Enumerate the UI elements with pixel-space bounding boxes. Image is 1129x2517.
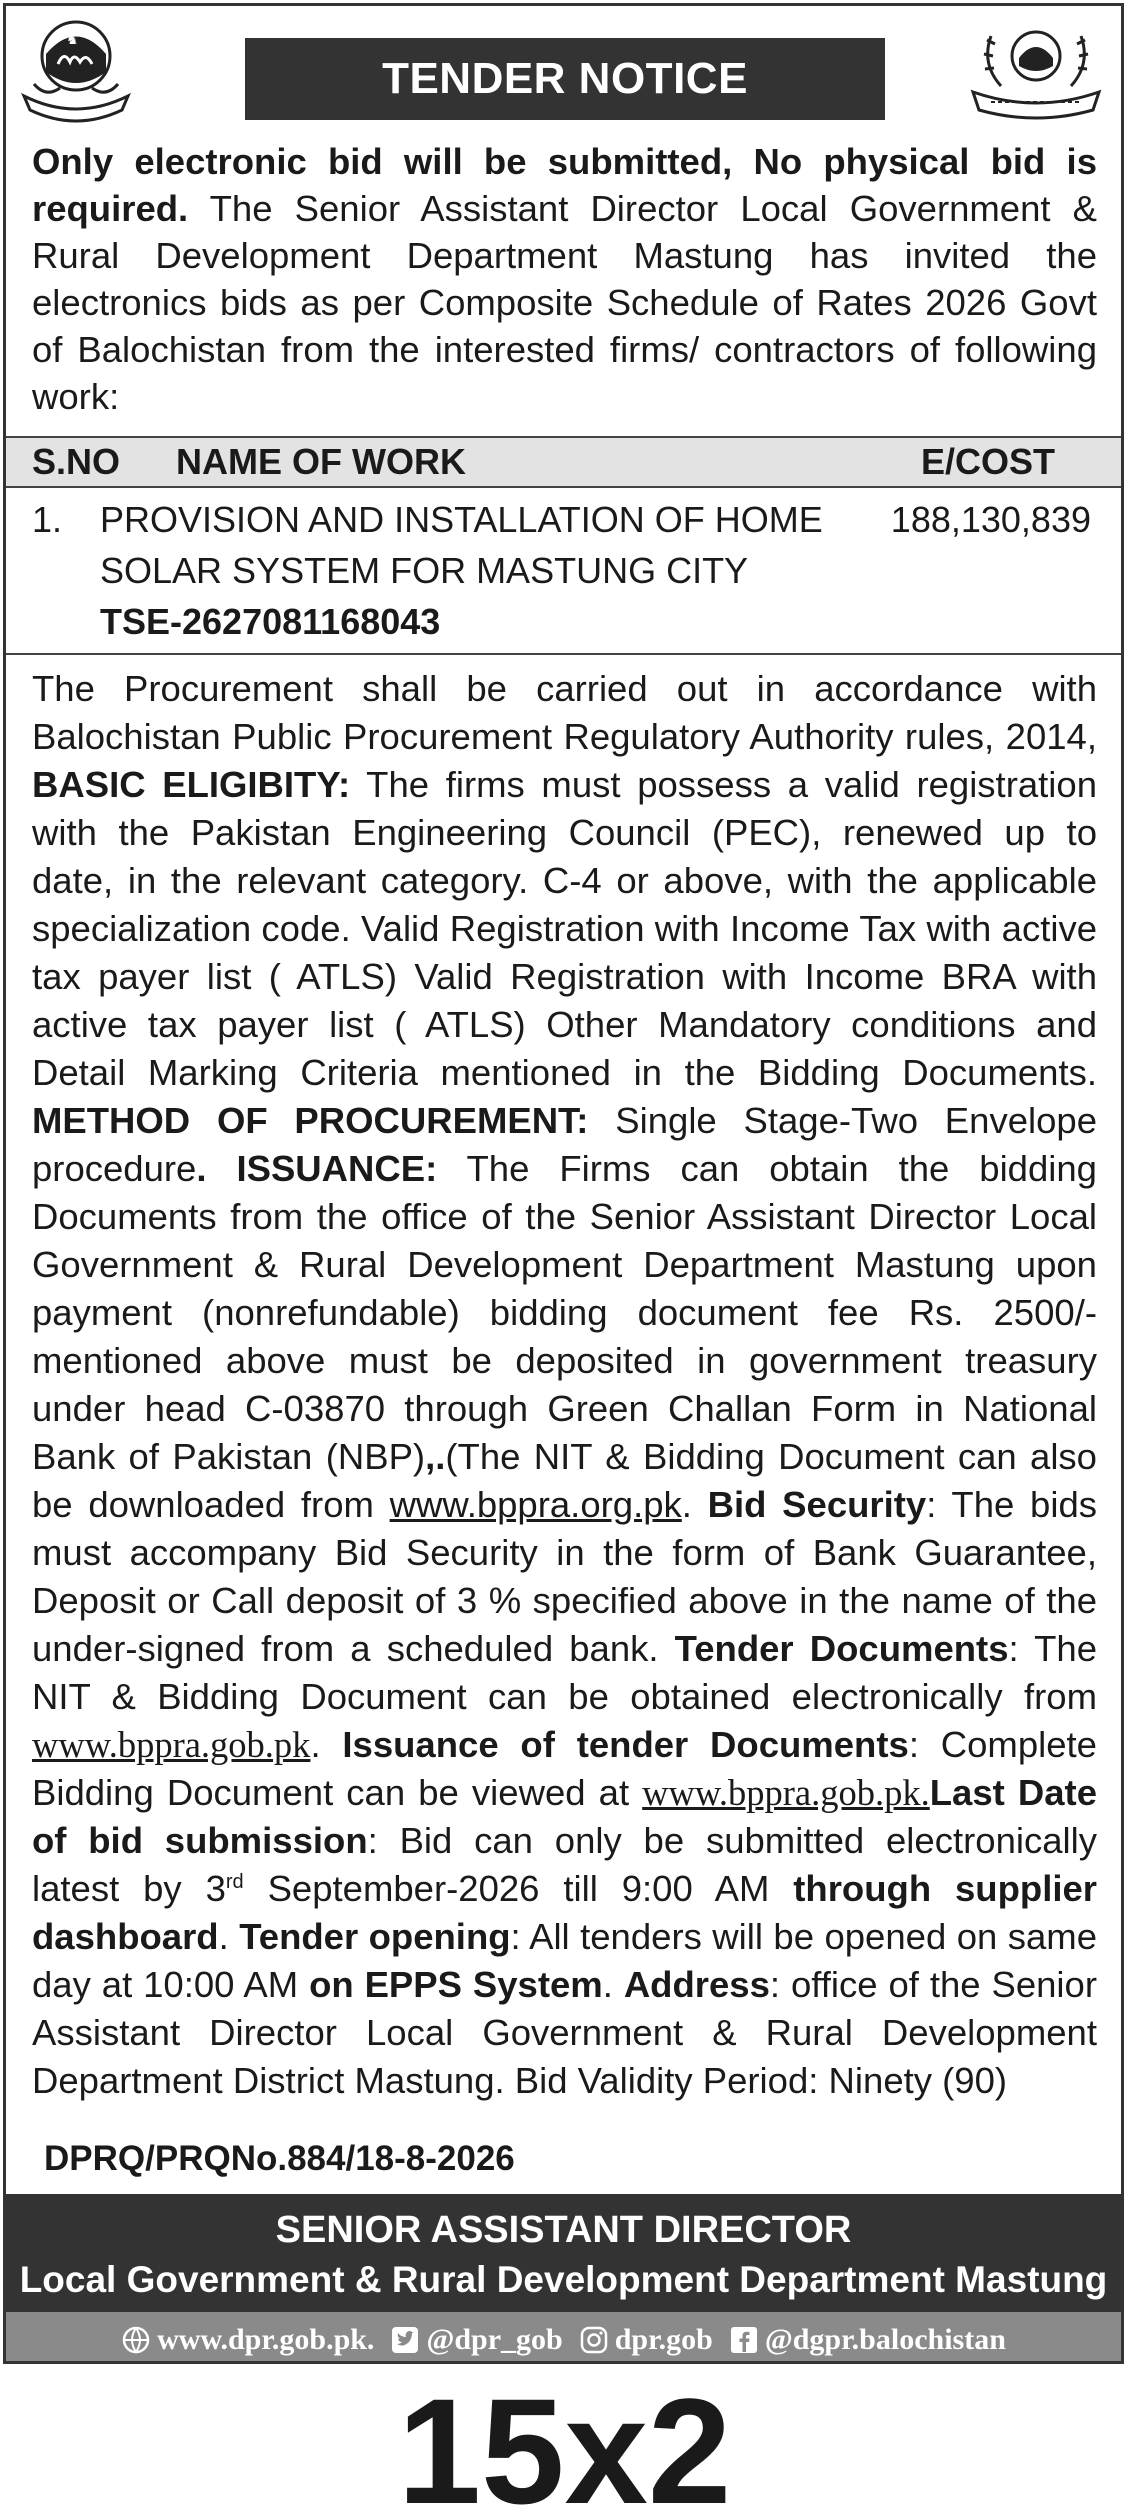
- reference-number: DPRQ/PRQNo.884/18-8-2026: [44, 2139, 515, 2178]
- facebook-handle: @dgpr.balochistan: [764, 2323, 1006, 2356]
- procurement-rules-text: The Procurement shall be carried out in accordance with Balochistan Public Procurement Regulatory Authority rules, 2014,: [32, 668, 1097, 757]
- twitter-item[interactable]: [390, 2323, 562, 2357]
- issuance-docs-label: Issuance of tender Documents: [342, 1724, 909, 1765]
- table-header: [6, 438, 1121, 488]
- eligibility-text: The firms must possess a valid registration with the Pakistan Engineering Council (PEC), renewed up to date, in the relevant category. C-4 or above, with the applicable specialization code. Valid Registration with Income Tax with active tax payer list ( ATLS) Valid Registration with Income BRA with active tax payer list ( ATLS) Other Mandatory conditions and Detail Marking Criteria mentioned in the Bidding Documents.: [32, 764, 1098, 1093]
- bid-security-label: Bid Security: [707, 1484, 927, 1525]
- intro-paragraph: [6, 134, 1121, 420]
- address-text: : office of the Senior Assistant Director Local Government & Rural Development Department District Mastung. Bid Validity Period: Ninety (90): [32, 1964, 1097, 2101]
- bppra-gob-link[interactable]: www.bppra.gob.pk: [32, 1724, 311, 1765]
- header-name-of-work: NAME OF WORK: [176, 441, 466, 482]
- bppra-org-link[interactable]: www.bppra.org.pk: [389, 1484, 682, 1525]
- tender-notice: [3, 3, 1124, 2364]
- header-sno: S.NO: [32, 441, 121, 482]
- tender-documents-label: Tender Documents: [674, 1628, 1009, 1669]
- facebook-item[interactable]: [729, 2323, 1006, 2357]
- method-label: METHOD OF PROCUREMENT:: [32, 1100, 589, 1141]
- tender-opening-text: : All tenders will be opened on same day at 10:00 AM: [32, 1916, 1097, 2005]
- balochistan-emblem-icon: [16, 14, 136, 129]
- issuance-tail: ,.: [425, 1436, 446, 1477]
- globe-icon: [121, 2325, 151, 2355]
- row-name-line-2: SOLAR SYSTEM FOR MASTUNG CITY: [100, 550, 749, 591]
- bid-security-text: : The bids must accompany Bid Security in the form of Bank Guarantee, Deposit or Call deposit of 3 % specified above in the name of the under-signed from a scheduled bank.: [32, 1484, 1097, 1669]
- dgpr-balochistan-emblem-icon: [961, 14, 1111, 129]
- signatory-title: SENIOR ASSISTANT DIRECTOR: [275, 2209, 852, 2251]
- issuance-text: The Firms can obtain the bidding Documents from the office of the Senior Assistant Director Local Government & Rural Development Department Mastung upon payment (nonrefundable) bidding document fee Rs. 2500/- mentioned above must be deposited in government treasury under head C-03870 through Green Challan Form in National Bank of Pakistan (NBP): [32, 1148, 1097, 1477]
- svg-text:♞: ♞: [66, 32, 79, 48]
- address-label: Address: [623, 1964, 770, 2005]
- website-item[interactable]: [121, 2323, 374, 2357]
- facebook-icon: [729, 2325, 759, 2355]
- work-table: [6, 436, 1121, 655]
- signatory-department: Local Government & Rural Development Department Mastung: [19, 2259, 1108, 2300]
- eligibility-label: BASIC ELIGIBITY:: [32, 764, 351, 805]
- epps-label: on EPPS System: [309, 1964, 603, 2005]
- last-date-text: : Bid can only be submitted electronically latest by 3: [32, 1820, 1097, 1909]
- supplier-dashboard-label: through supplier dashboard: [32, 1868, 1097, 1957]
- last-date-label: Last Date of bid submission: [32, 1772, 1097, 1861]
- notice-header: [6, 6, 1121, 134]
- row-tse-number: TSE-2627081168043: [100, 601, 441, 642]
- issuance-text-2: (The NIT & Bidding Document can also be downloaded from: [32, 1436, 1097, 1525]
- tender-opening-label: Tender opening: [239, 1916, 511, 1957]
- instagram-item[interactable]: [579, 2323, 713, 2357]
- intro-text: The Senior Assistant Director Local Government & Rural Development Department Mastung has invited the electronics bids as per Composite Schedule of Rates 2026 Govt of Balochistan from the interested firms/ contractors of following work:: [32, 188, 1097, 417]
- notice-title: TENDER NOTICE: [245, 38, 885, 120]
- after-link-1: .: [681, 1484, 708, 1525]
- header-cost: E/COST: [921, 441, 1056, 482]
- social-bar: [6, 2312, 1121, 2364]
- dashboard-after: .: [218, 1916, 240, 1957]
- ad-size-label: 15x2: [397, 2367, 732, 2517]
- twitter-icon: [390, 2325, 420, 2355]
- issuance-docs-text: : Complete Bidding Document can be viewed at: [32, 1724, 1097, 1813]
- epps-after: .: [602, 1964, 624, 2005]
- instagram-icon: [579, 2325, 609, 2355]
- method-text: Single Stage-Two Envelope procedure: [32, 1100, 1097, 1189]
- instagram-handle: dpr.gob: [614, 2323, 713, 2356]
- intro-bold-statement: Only electronic bid will be submitted, No physical bid is required.: [32, 141, 1097, 229]
- website-text: www.dpr.gob.pk.: [157, 2323, 375, 2356]
- method-dot: .: [196, 1148, 207, 1189]
- row-cost: 188,130,839: [890, 499, 1091, 540]
- table-row: [6, 488, 1121, 653]
- last-date-text-2: September-2026 till 9:00 AM: [243, 1868, 794, 1909]
- issuance-label: ISSUANCE:: [236, 1148, 438, 1189]
- row-name-line-1: PROVISION AND INSTALLATION OF HOME: [100, 499, 823, 540]
- row-sno: 1.: [32, 499, 63, 540]
- twitter-handle: @dpr_gob: [426, 2323, 563, 2356]
- after-link-2: .: [310, 1724, 343, 1765]
- row-name-of-work: [72, 494, 881, 647]
- tender-documents-text: : The NIT & Bidding Document can be obtained electronically from: [32, 1628, 1097, 1717]
- last-date-suffix: rd: [225, 1870, 244, 1893]
- signature-block: [6, 2194, 1121, 2312]
- notice-body: [6, 655, 1121, 2105]
- bppra-gob-link-2[interactable]: www.bppra.gob.pk.: [642, 1772, 930, 1813]
